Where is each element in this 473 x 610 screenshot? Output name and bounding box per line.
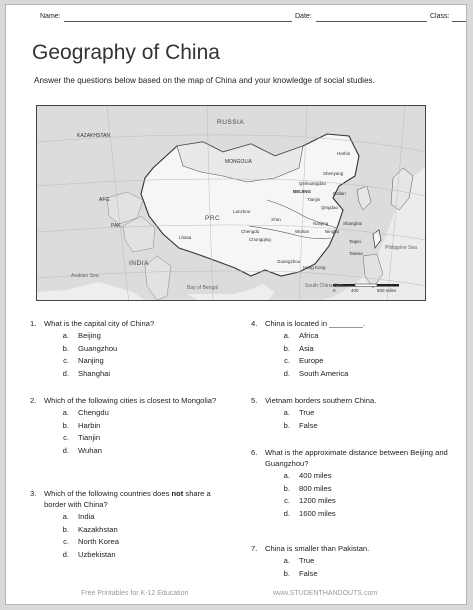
answer-option[interactable]: b. False: [283, 568, 318, 578]
date-label: Date:: [295, 13, 312, 20]
answer-option[interactable]: b. Harbin: [62, 420, 101, 430]
map-label-chongqing: Chongqing: [249, 237, 271, 242]
class-blank[interactable]: [452, 21, 466, 22]
question-6: [251, 447, 451, 520]
footer-left: Free Printables for K-12 Education: [81, 590, 189, 597]
map-label-xian: Xi'an: [271, 217, 281, 222]
map-scale-0: 0: [333, 288, 336, 293]
header-fields: [40, 13, 454, 25]
map-label-ningbo: Ningbo: [325, 229, 340, 234]
question-5: [251, 395, 451, 432]
name-label: Name:: [40, 13, 61, 20]
map-label-dalian: Dalian: [333, 191, 346, 196]
map-label-beijing: BEIJING: [293, 189, 312, 194]
answer-option[interactable]: b. Kazakhstan: [62, 524, 118, 534]
question-text: China is located in ________.: [265, 319, 366, 328]
question-7: [251, 543, 451, 580]
map-label-mongolia: MONGOLIA: [225, 159, 252, 165]
question-text: What is the capital city of China?: [44, 319, 155, 328]
answer-option[interactable]: a. Beijing: [62, 331, 101, 340]
map-label-hong-kong: Hong Kong: [303, 265, 326, 270]
footer-website-link[interactable]: www.STUDENTHANDOUTS.com: [273, 590, 378, 597]
map-label-south-china-sea: South China Sea: [305, 283, 343, 289]
answer-option[interactable]: c. Tianjin: [63, 433, 101, 442]
instructions: Answer the questions below based on the map of China and your knowledge of social studies.: [34, 76, 375, 85]
map-label-nanjing: Nanjing: [313, 221, 329, 226]
map-label-pak: PAK.: [111, 223, 123, 229]
answer-option[interactable]: a. True: [283, 556, 315, 565]
question-number: 4.: [251, 319, 258, 328]
question-4: [251, 318, 451, 380]
answer-option[interactable]: c. Europe: [284, 356, 324, 365]
question-3: 3. Which of the following countries does not share a border with China? a. India b. Kazakhstan c. North Korea d. Uzbekistan: [30, 488, 220, 561]
map-label-wuhan: Wuhan: [295, 229, 310, 234]
question-number: 5.: [251, 396, 258, 405]
question-number: 1.: [30, 319, 37, 328]
map-label-qinhuangdao: Qinhuangdao: [299, 181, 327, 186]
map-label-philippine-sea: Philippine Sea: [385, 245, 417, 251]
map-label-india: INDIA: [129, 260, 149, 267]
answer-option[interactable]: d. 1600 miles: [283, 508, 336, 518]
answer-option[interactable]: d. South America: [283, 368, 349, 378]
china-map: [36, 105, 426, 301]
answer-option[interactable]: b. False: [283, 420, 318, 430]
answer-option[interactable]: b. Guangzhou: [62, 343, 118, 353]
answer-option[interactable]: b. 800 miles: [283, 483, 332, 493]
question-text: Vietnam borders southern China.: [265, 396, 377, 405]
page-title: Geography of China: [32, 41, 220, 64]
map-label-tianjin: Tianjin: [307, 197, 321, 202]
map-label-guangzhou: Guangzhou: [277, 259, 301, 264]
answer-option[interactable]: c. 1200 miles: [284, 496, 336, 505]
question-1: [30, 318, 230, 380]
class-label: Class:: [430, 13, 450, 20]
emphasis-not: not: [171, 489, 184, 498]
answer-option[interactable]: d. Wuhan: [62, 445, 102, 455]
map-label-arabian-sea: Arabian Sea: [71, 273, 99, 279]
answer-option[interactable]: d. Shanghai: [62, 368, 111, 378]
answer-option[interactable]: c. Nanjing: [63, 356, 104, 365]
map-label-taipei: Taipei: [349, 239, 361, 244]
answer-option[interactable]: c. North Korea: [63, 537, 119, 546]
map-label-bay-of-bengal: Bay of Bengal: [187, 285, 219, 291]
answer-option[interactable]: a. Africa: [283, 331, 319, 340]
map-label-shanghai: Shanghai: [343, 221, 363, 226]
answer-option[interactable]: a. India: [62, 512, 95, 521]
answer-option[interactable]: b. Asia: [283, 343, 314, 353]
question-text: What is the approximate distance between Beijing and Guangzhou?: [265, 448, 448, 468]
map-label-lhasa: Lhasa: [179, 235, 192, 240]
answer-option[interactable]: d. Uzbekistan: [62, 549, 116, 559]
answer-option[interactable]: a. 400 miles: [283, 471, 332, 480]
map-scale-400: 400: [351, 288, 359, 293]
question-text: Which of the following cities is closest to Mongolia?: [44, 396, 217, 405]
question-2: [30, 395, 220, 457]
map-label-shenyang: Shenyang: [323, 171, 344, 176]
worksheet-page: [5, 4, 467, 605]
map-label-chengdu: Chengdu: [241, 229, 260, 234]
name-blank[interactable]: [64, 21, 292, 22]
answer-option[interactable]: a. True: [283, 408, 315, 417]
date-blank[interactable]: [316, 21, 427, 22]
question-number: 2.: [30, 396, 37, 405]
question-number: 6.: [251, 448, 258, 457]
map-label-harbin: Harbin: [337, 151, 351, 156]
map-scale-800: 800 miles: [377, 288, 397, 293]
map-label-prc: PRC: [205, 215, 221, 222]
map-label-qingdao: Qingdao: [321, 205, 339, 210]
question-text: China is smaller than Pakistan.: [265, 544, 370, 553]
answer-option[interactable]: a. Chengdu: [62, 408, 109, 417]
map-label-taiwan: Taiwan: [349, 251, 364, 256]
question-number: 3.: [30, 489, 37, 498]
map-label-lanzhou: Lanzhou: [233, 209, 251, 214]
map-label-afg: AFG.: [99, 197, 111, 203]
question-number: 7.: [251, 544, 258, 553]
map-label-russia: RUSSIA: [217, 119, 245, 126]
map-label-kazakhstan: KAZAKHSTAN: [77, 133, 110, 139]
